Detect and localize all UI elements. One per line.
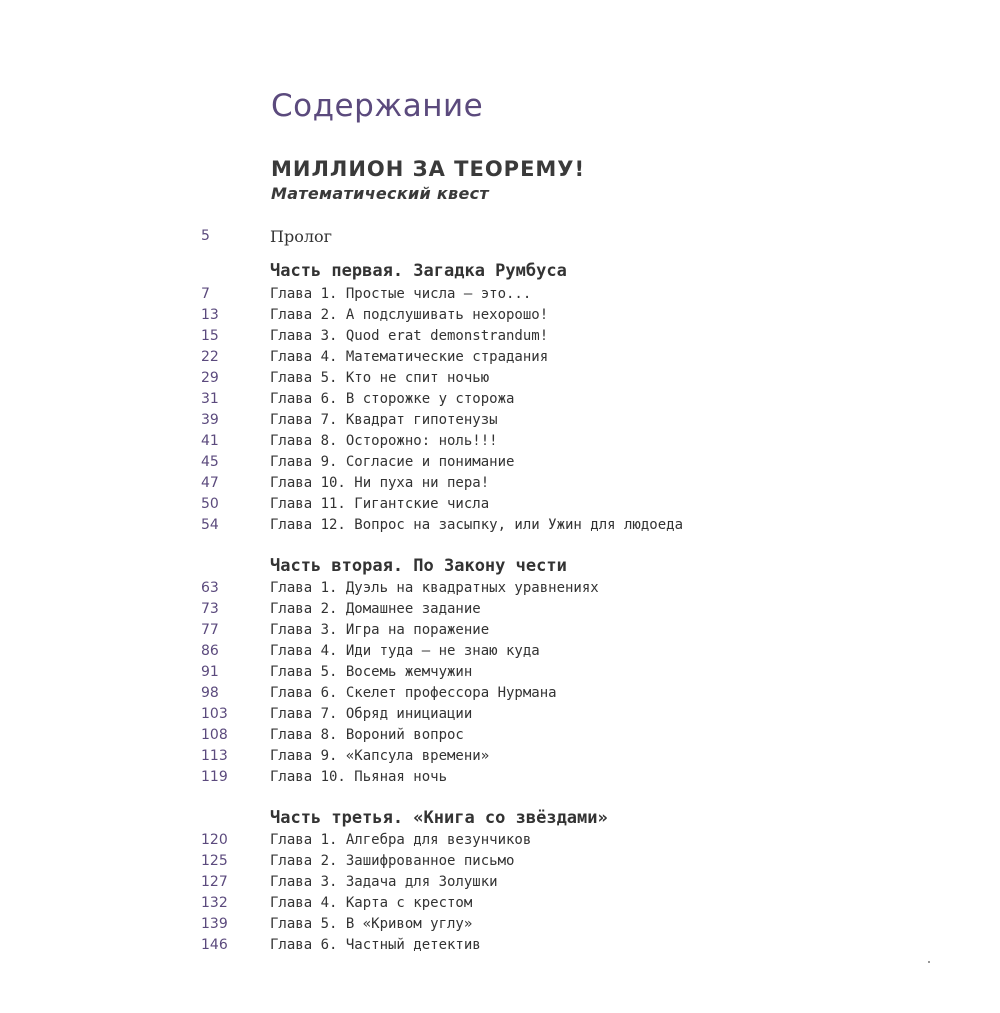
entry-label: Глава 7. Обряд инициации [270,706,473,722]
part-heading-2 [0,556,1000,577]
page-number: 103 [201,706,228,722]
page-number: 50 [201,496,219,512]
page-number: 120 [201,832,228,848]
entry-label: Глава 8. Осторожно: ноль!!! [270,433,498,449]
toc-entry[interactable] [0,620,1000,641]
toc-entry[interactable] [0,578,1000,599]
toc-entry[interactable] [0,599,1000,620]
book-subtitle: Математический квест [271,184,489,203]
toc-entry[interactable] [0,830,1000,851]
entry-label: Пролог [270,227,333,246]
entry-label: Глава 3. Задача для Золушки [270,874,498,890]
toc-entry[interactable] [0,851,1000,872]
toc-entry[interactable] [0,515,1000,536]
entry-label: Глава 3. Игра на поражение [270,622,490,638]
toc-entry[interactable] [0,914,1000,935]
page-number: 91 [201,664,219,680]
entry-label: Глава 5. В «Кривом углу» [270,916,473,932]
toc-entry[interactable] [0,662,1000,683]
part-heading-3 [0,808,1000,829]
page-number: 54 [201,517,219,533]
toc-entry[interactable] [0,746,1000,767]
toc-entry[interactable] [0,389,1000,410]
page-number: 47 [201,475,219,491]
entry-label: Глава 12. Вопрос на засыпку, или Ужин для людоеда [270,517,684,533]
entry-label: Глава 10. Ни пуха ни пера! [270,475,490,491]
entry-label: Глава 1. Алгебра для везунчиков [270,832,532,848]
part-heading-1 [0,261,1000,282]
entry-label: Глава 10. Пьяная ночь [270,769,448,785]
page-number: 41 [201,433,219,449]
scan-speck [928,961,930,963]
page-number: 119 [201,769,228,785]
entry-label: Глава 6. В сторожке у сторожа [270,391,515,407]
page-number: 125 [201,853,228,869]
toc-entry[interactable] [0,473,1000,494]
entry-label: Глава 4. Иди туда — не знаю куда [270,643,540,659]
page-title: Содержание [271,88,484,124]
entry-label: Глава 3. Quod erat demonstrandum! [270,328,549,344]
entry-label: Глава 7. Квадрат гипотенузы [270,412,498,428]
entry-label: Глава 2. Домашнее задание [270,601,481,617]
toc-entry[interactable] [0,494,1000,515]
toc-entry[interactable] [0,284,1000,305]
page-number: 7 [201,286,210,302]
entry-label: Глава 5. Восемь жемчужин [270,664,473,680]
toc-entry[interactable] [0,326,1000,347]
part-heading-label: Часть первая. Загадка Румбуса [270,261,567,281]
page-number: 45 [201,454,219,470]
part-heading-label: Часть третья. «Книга со звёздами» [270,808,608,828]
page-number: 146 [201,937,228,953]
page-number: 77 [201,622,219,638]
page-number: 73 [201,601,219,617]
entry-label: Глава 1. Простые числа — это... [270,286,532,302]
page-number: 39 [201,412,219,428]
entry-label: Глава 9. Согласие и понимание [270,454,515,470]
page-number: 15 [201,328,219,344]
toc-entry[interactable] [0,893,1000,914]
entry-label: Глава 1. Дуэль на квадратных уравнениях [270,580,599,596]
entry-label: Глава 5. Кто не спит ночью [270,370,490,386]
toc-entry[interactable] [0,872,1000,893]
toc-entry-prologue[interactable] [0,226,1000,247]
toc-entry[interactable] [0,305,1000,326]
toc-entry[interactable] [0,725,1000,746]
entry-label: Глава 4. Карта с крестом [270,895,473,911]
page-number: 29 [201,370,219,386]
entry-label: Глава 2. А подслушивать нехорошо! [270,307,549,323]
page-number: 113 [201,748,228,764]
toc-entry[interactable] [0,704,1000,725]
entry-label: Глава 4. Математические страдания [270,349,549,365]
entry-label: Глава 2. Зашифрованное письмо [270,853,515,869]
entry-label: Глава 6. Частный детектив [270,937,481,953]
toc-entry[interactable] [0,767,1000,788]
entry-label: Глава 6. Скелет профессора Нурмана [270,685,557,701]
page-number: 5 [201,228,210,244]
toc-entry[interactable] [0,347,1000,368]
entry-label: Глава 11. Гигантские числа [270,496,490,512]
page-number: 31 [201,391,219,407]
page-number: 86 [201,643,219,659]
toc-entry[interactable] [0,935,1000,956]
toc-entry[interactable] [0,368,1000,389]
page-number: 127 [201,874,228,890]
toc-entry[interactable] [0,452,1000,473]
toc-entry[interactable] [0,641,1000,662]
page-number: 132 [201,895,228,911]
book-title: МИЛЛИОН ЗА ТЕОРЕМУ! [271,157,586,181]
toc-entry[interactable] [0,683,1000,704]
page-number: 139 [201,916,228,932]
page-number: 63 [201,580,219,596]
toc-entry[interactable] [0,410,1000,431]
page-number: 13 [201,307,219,323]
page-number: 108 [201,727,228,743]
page-number: 22 [201,349,219,365]
entry-label: Глава 8. Вороний вопрос [270,727,464,743]
page-number: 98 [201,685,219,701]
part-heading-label: Часть вторая. По Закону чести [270,556,567,576]
toc-entry[interactable] [0,431,1000,452]
entry-label: Глава 9. «Капсула времени» [270,748,490,764]
